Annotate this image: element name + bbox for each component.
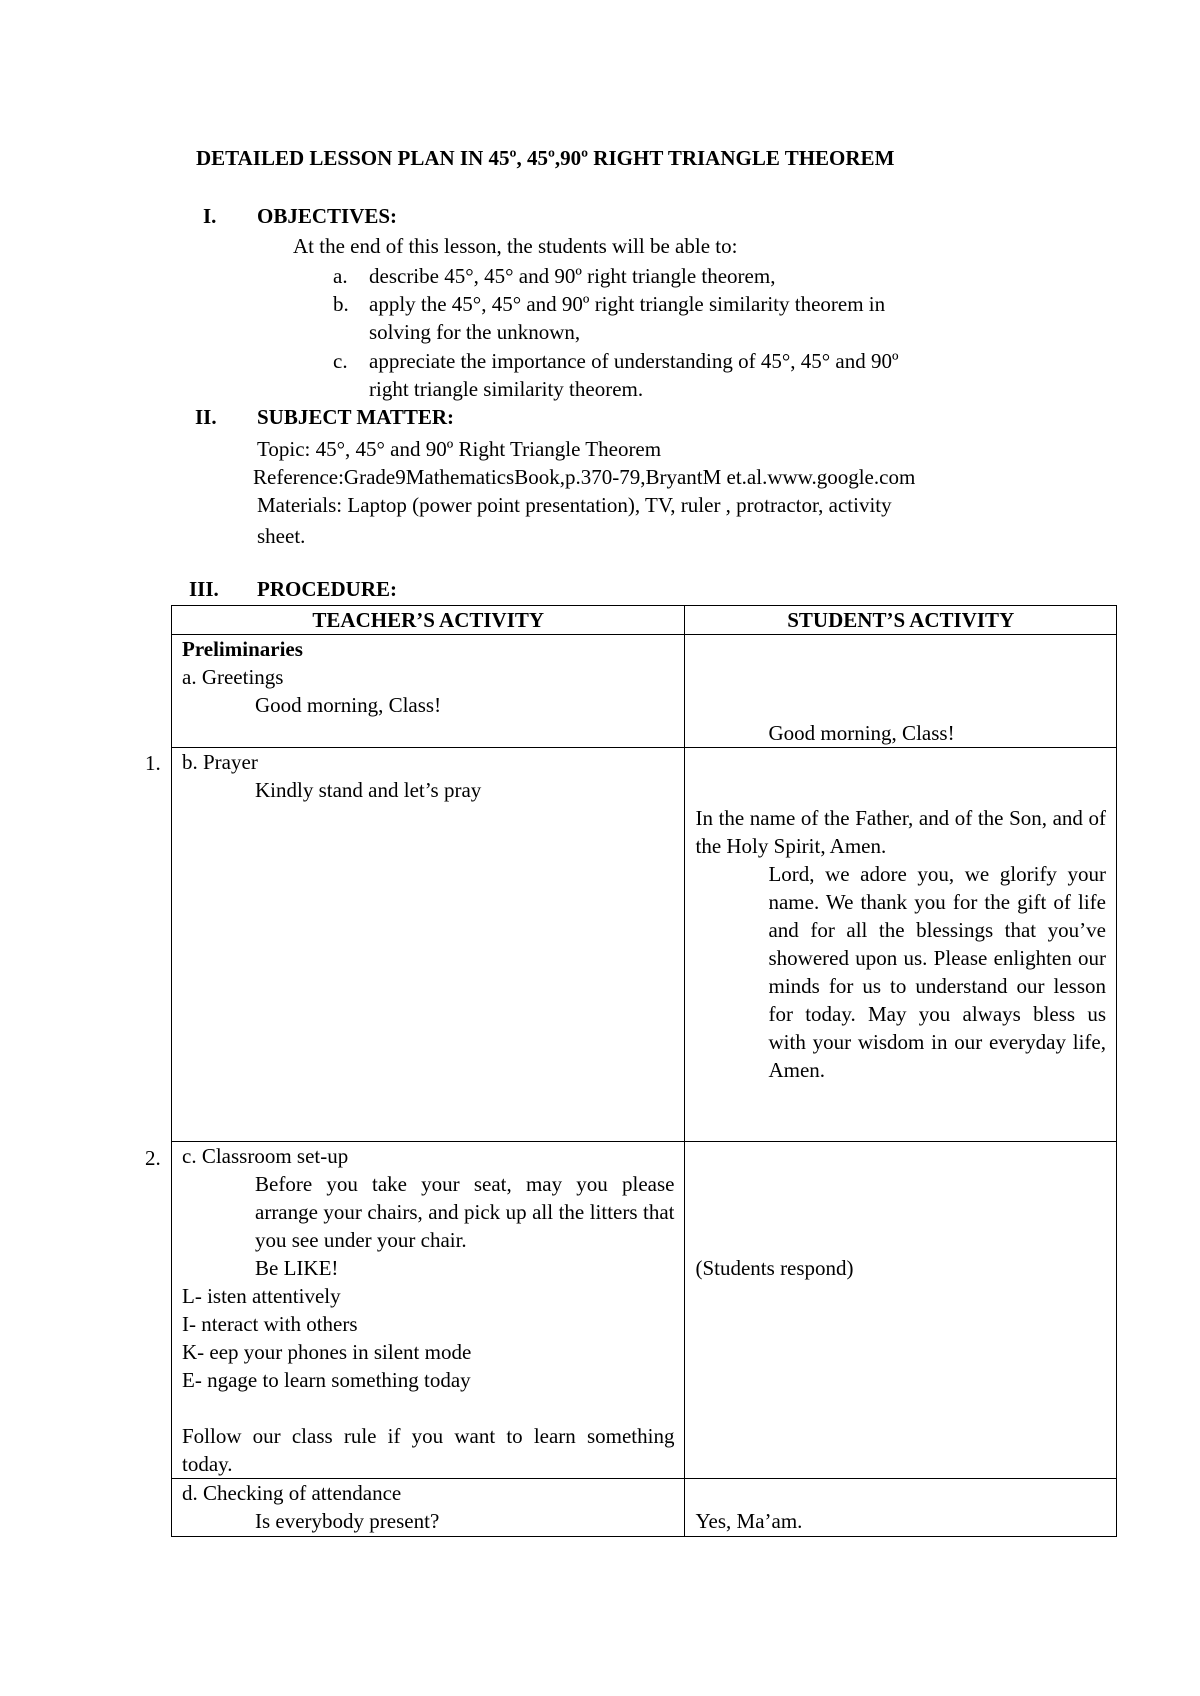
preliminaries-label: Preliminaries: [182, 637, 303, 661]
section-heading-objectives: OBJECTIVES:: [257, 204, 398, 228]
page-title: DETAILED LESSON PLAN IN 45º, 45º,90º RIGHT TRIANGLE THEOREM: [196, 146, 895, 170]
greetings-student: Good morning, Class!: [768, 721, 955, 745]
setup-label: c. Classroom set-up: [182, 1144, 349, 1168]
like-rule: L- isten attentively: [182, 1284, 341, 1308]
attendance-student: Yes, Ma’am.: [695, 1509, 803, 1533]
student-cell: [685, 748, 1117, 1142]
student-cell: [685, 1479, 1117, 1537]
like-rule: I- nteract with others: [182, 1312, 358, 1336]
like-rule: E- ngage to learn something today: [182, 1368, 471, 1392]
section-number-subject-matter: II.: [195, 405, 217, 429]
row-number: 2.: [145, 1146, 161, 1170]
greetings-teacher: Good morning, Class!: [255, 693, 442, 717]
teacher-cell: [172, 1479, 685, 1537]
objective-letter: b.: [333, 292, 349, 316]
like-rule: K- eep your phones in silent mode: [182, 1340, 472, 1364]
greetings-label: a. Greetings: [182, 665, 284, 689]
student-activity-header: STUDENT’S ACTIVITY: [685, 606, 1117, 635]
teacher-activity-header: TEACHER’S ACTIVITY: [172, 606, 685, 635]
subject-materials-cont: sheet.: [257, 524, 306, 548]
teacher-cell: [172, 1142, 685, 1479]
section-heading-subject-matter: SUBJECT MATTER:: [257, 405, 455, 429]
prayer-label: b. Prayer: [182, 750, 258, 774]
objective-letter: a.: [333, 264, 348, 288]
table-row: [172, 635, 1117, 748]
objective-letter: c.: [333, 349, 348, 373]
section-heading-procedure: PROCEDURE:: [257, 577, 397, 601]
objective-text: apply the 45°, 45° and 90º right triangle similarity theorem in: [369, 292, 886, 316]
attendance-teacher: Is everybody present?: [255, 1509, 440, 1533]
objective-text: solving for the unknown,: [369, 320, 581, 344]
table-row: [172, 748, 1117, 1142]
student-cell: [685, 635, 1117, 748]
student-cell: [685, 1142, 1117, 1479]
subject-materials: Materials: Laptop (power point presentation), TV, ruler , protractor, activity: [257, 493, 892, 517]
teacher-cell: [172, 748, 685, 1142]
prayer-student-body: Lord, we adore you, we glorify your name. We thank you for the gift of life and for all the blessings that you’ve showered upon us. Please enlighten our minds for us to understand our lesson for today. May you always bless us with your wisdom in our everyday life, Amen.: [768, 862, 1106, 1082]
section-number-objectives: I.: [203, 204, 217, 228]
table-row: [172, 1142, 1117, 1479]
subject-topic: Topic: 45°, 45° and 90º Right Triangle Theorem: [257, 437, 662, 461]
table-header-row: [172, 606, 1117, 635]
attendance-label: d. Checking of attendance: [182, 1481, 402, 1505]
objectives-intro: At the end of this lesson, the students will be able to:: [293, 234, 738, 258]
row-number: 1.: [145, 751, 161, 775]
setup-teacher-instruction: Before you take your seat, may you please arrange your chairs, and pick up all the litters that you see under your chair.: [255, 1172, 675, 1252]
objective-text: describe 45°, 45° and 90º right triangle theorem,: [369, 264, 776, 288]
section-number-procedure: III.: [189, 577, 219, 601]
class-rule-note: Follow our class rule if you want to learn something today.: [182, 1424, 675, 1476]
table-row: [172, 1479, 1117, 1537]
procedure-table: [171, 605, 1117, 1537]
objective-text: appreciate the importance of understanding of 45°, 45° and 90º: [369, 349, 899, 373]
prayer-teacher: Kindly stand and let’s pray: [255, 778, 482, 802]
objective-text: right triangle similarity theorem.: [369, 377, 644, 401]
setup-be-like: Be LIKE!: [255, 1256, 339, 1280]
setup-student: (Students respond): [695, 1256, 854, 1280]
teacher-cell: [172, 635, 685, 748]
prayer-student-intro: In the name of the Father, and of the Son, and of the Holy Spirit, Amen.: [695, 806, 1106, 858]
subject-reference: Reference:Grade9MathematicsBook,p.370-79,BryantM et.al.www.google.com: [253, 465, 916, 489]
